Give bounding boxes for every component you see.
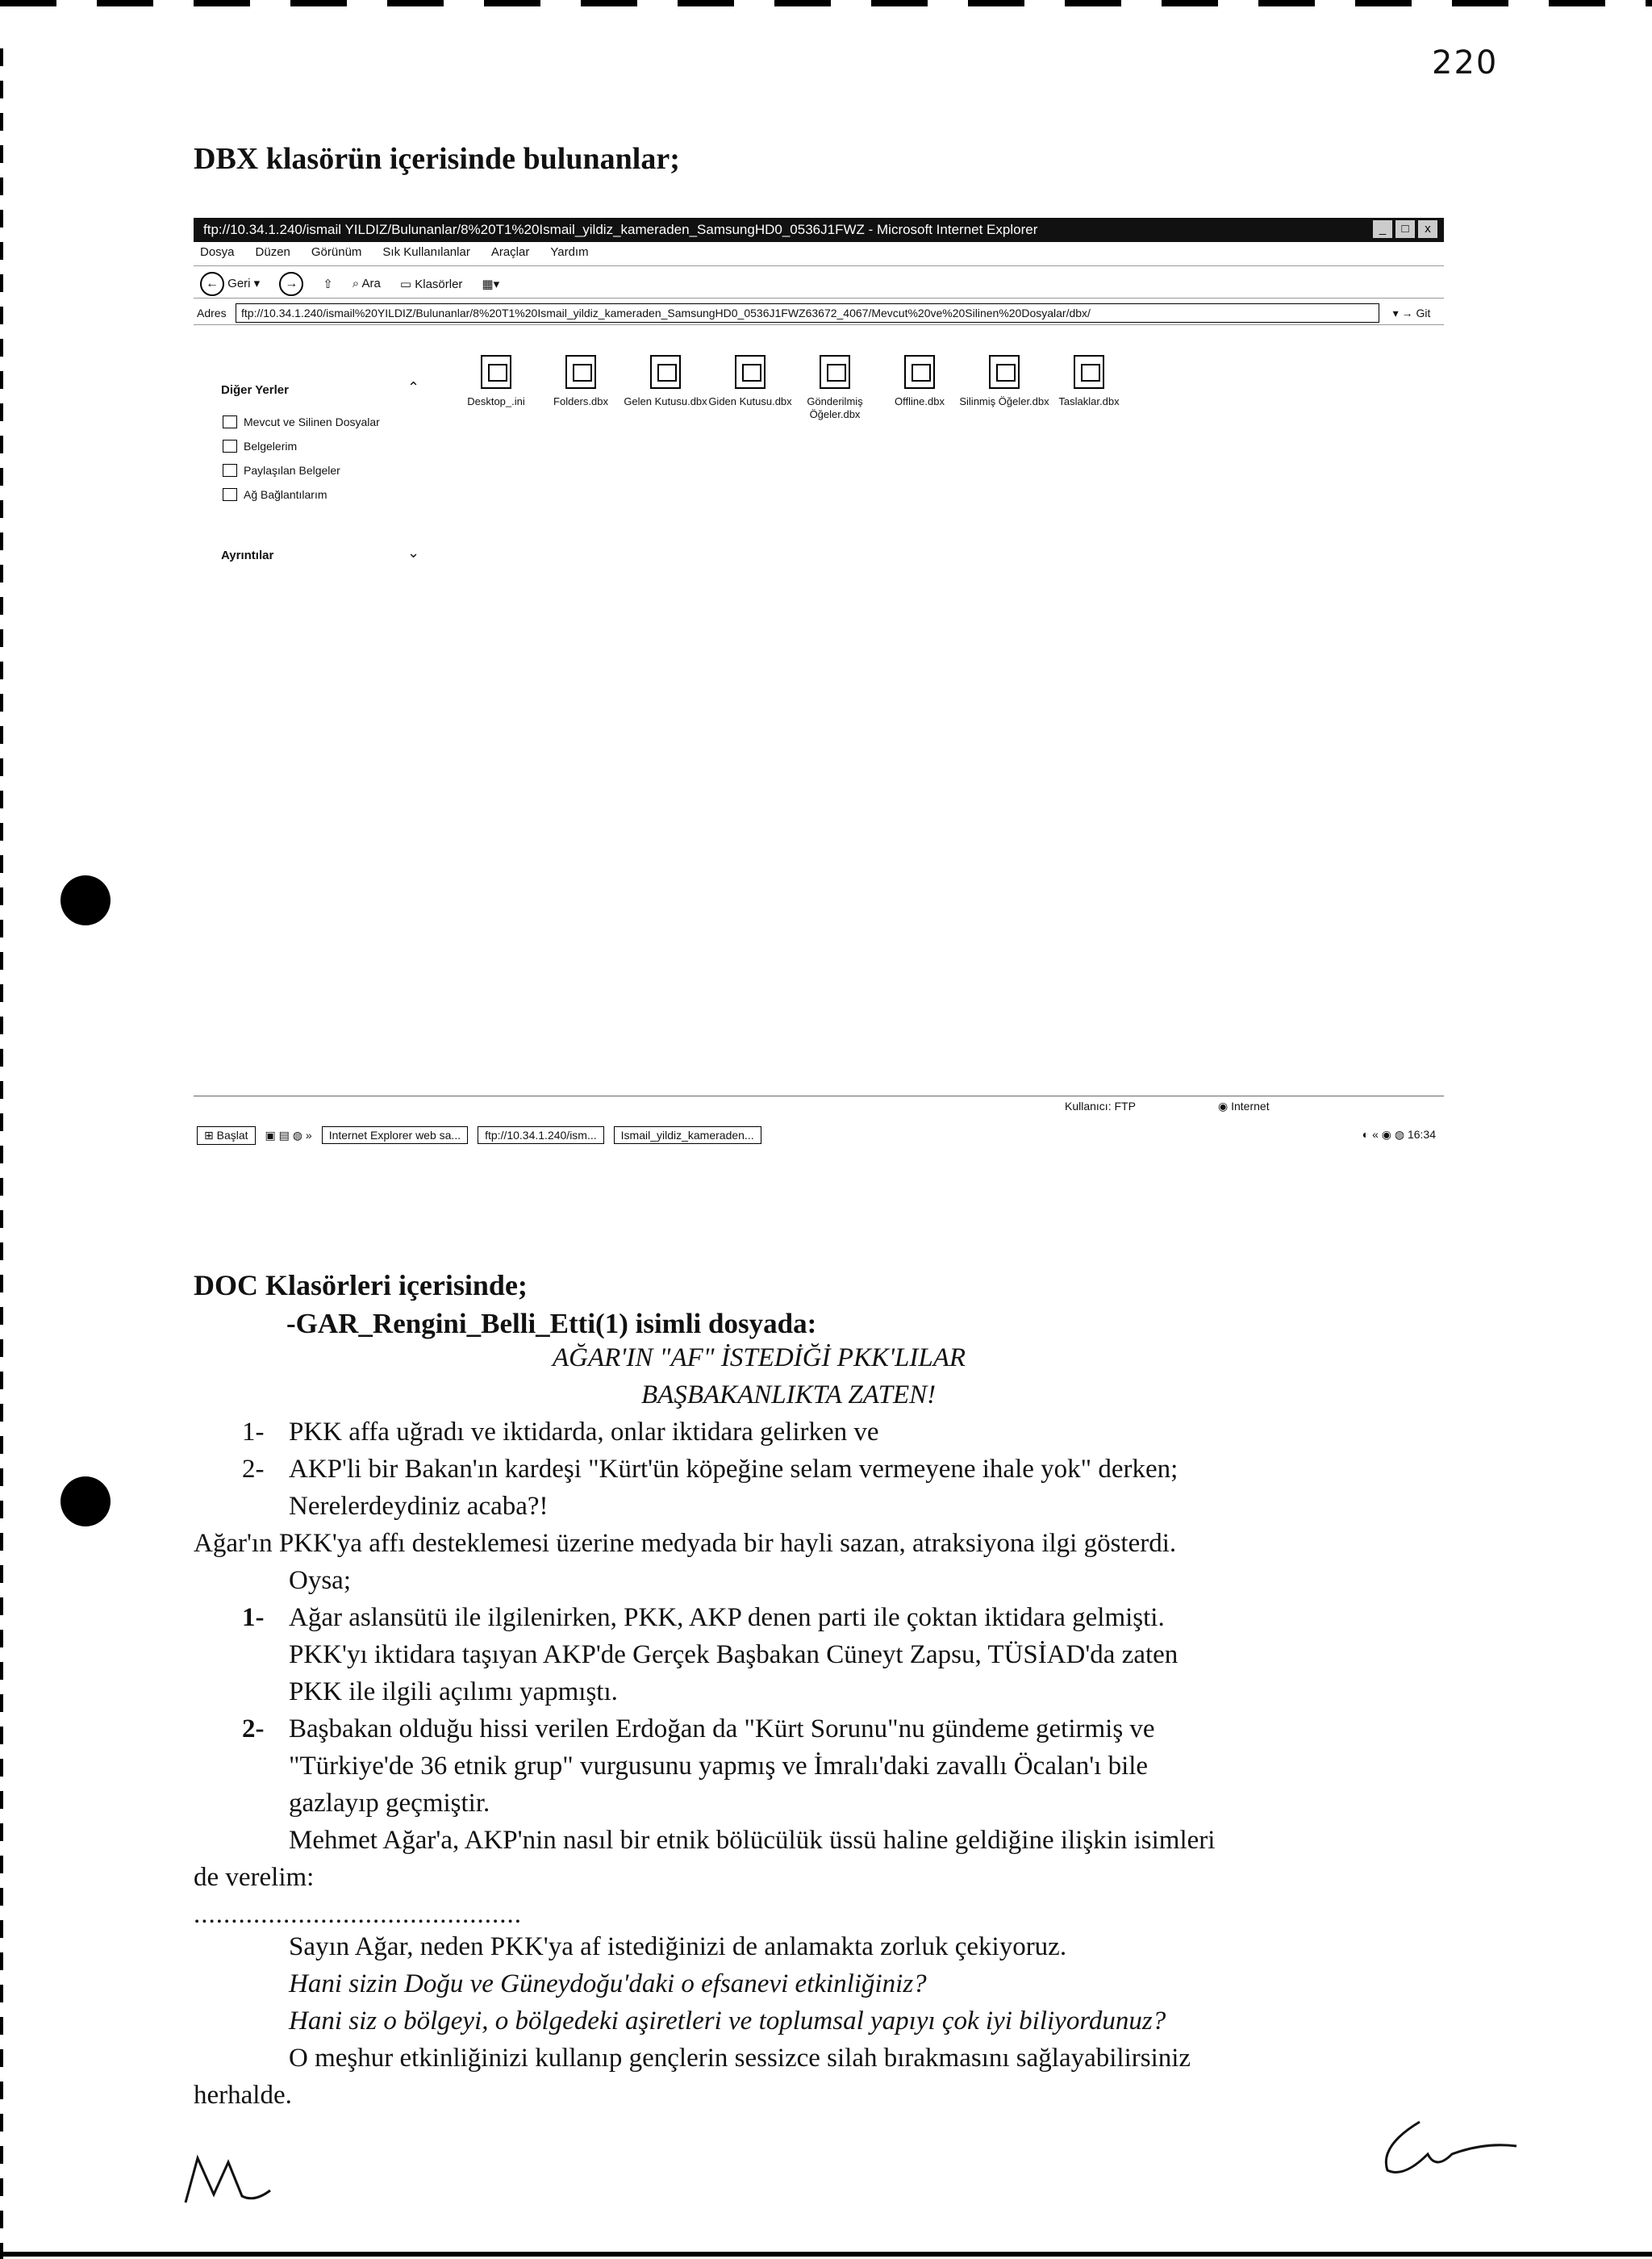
list-item-continued: PKK'yı iktidara taşıyan AKP'de Gerçek Başbakan Cüneyt Zapsu, TÜSİAD'da zaten — [289, 1640, 1179, 1669]
file-icon — [565, 355, 596, 389]
list-item-continued: PKK ile ilgili açılımı yapmıştı. — [289, 1677, 618, 1706]
file-item[interactable]: Offline.dbx — [871, 355, 968, 408]
menu-tools[interactable]: Araçlar — [490, 245, 530, 259]
bottom-border — [0, 2252, 1652, 2257]
task-button[interactable]: Internet Explorer web sa... — [322, 1126, 468, 1144]
menu-help[interactable]: Yardım — [550, 245, 589, 259]
file-icon — [1074, 355, 1104, 389]
start-button[interactable]: ⊞ Başlat — [197, 1126, 256, 1145]
network-icon — [223, 488, 237, 501]
paragraph: Sayın Ağar, neden PKK'ya af istediğinizi de anlamakta zorluk çekiyoruz. — [289, 1932, 1067, 1961]
paragraph: O meşhur etkinliğinizi kullanıp gençlerin sessizce silah bırakmasını sağlayabilirsiniz — [289, 2044, 1191, 2073]
list-number: 2- — [242, 1455, 265, 1484]
other-places-title: Diğer Yerler — [221, 383, 289, 397]
paragraph: Ağar'ın PKK'ya affı desteklemesi üzerine medyada bir hayli sazan, atraksiyona ilgi gösterdi. — [194, 1529, 1177, 1558]
sidebar-item-files[interactable]: Mevcut ve Silinen Dosyalar — [223, 415, 380, 428]
task-button[interactable]: ftp://10.34.1.240/ism... — [478, 1126, 604, 1144]
close-icon[interactable]: x — [1418, 220, 1437, 238]
go-button[interactable]: ▾ → Git — [1392, 306, 1431, 319]
file-icon — [650, 355, 681, 389]
list-item-continued: "Türkiye'de 36 etnik grup" vurgusunu yapmış ve İmralı'daki zavallı Öcalan'ı bile — [289, 1752, 1149, 1781]
list-item: AKP'li bir Bakan'ın kardeşi "Kürt'ün köpeğine selam vermeyene ihale yok" derken; — [289, 1455, 1179, 1484]
maximize-icon[interactable]: □ — [1395, 220, 1415, 238]
menu-edit[interactable]: Düzen — [255, 245, 290, 259]
window-title: ftp://10.34.1.240/ismail YILDIZ/Bulunanlar/8%20T1%20Ismail_yildiz_kameraden_SamsungHD0_0536J1FWZ - Microsoft Internet Explorer _ □ x — [194, 218, 1444, 242]
paragraph: Oysa; — [289, 1566, 351, 1595]
file-icon — [735, 355, 766, 389]
left-border — [0, 48, 3, 2259]
signature-right — [1371, 2114, 1525, 2186]
punch-hole-bottom — [60, 1476, 111, 1526]
minimize-icon[interactable]: _ — [1373, 220, 1392, 238]
folders-button[interactable]: ▭ Klasörler — [399, 277, 463, 291]
file-item[interactable]: Taslaklar.dbx — [1041, 355, 1137, 408]
page-number: 220 — [1432, 44, 1499, 81]
address-label: Adres — [197, 307, 227, 319]
file-item[interactable]: Folders.dbx — [532, 355, 629, 408]
details-title: Ayrıntılar — [221, 549, 274, 562]
collapse-icon[interactable]: ⌃ — [407, 379, 420, 395]
dbx-heading: DBX klasörün içerisinde bulunanlar; — [194, 142, 680, 176]
sidebar-item-network[interactable]: Ağ Bağlantılarım — [223, 488, 327, 501]
file-icon — [481, 355, 511, 389]
explorer-screenshot — [194, 218, 1444, 1166]
taskbar — [194, 1121, 1444, 1149]
article-title-line2: BAŞBAKANLIKTA ZATEN! — [641, 1380, 937, 1409]
sidebar-item-documents[interactable]: Belgelerim — [223, 440, 297, 453]
list-number: 2- — [242, 1714, 265, 1743]
folder-icon — [223, 415, 237, 428]
address-input[interactable]: ftp://10.34.1.240/ismail%20YILDIZ/Bulunanlar/8%20T1%20Ismail_yildiz_kameraden_SamsungHD0_0536J1FWZ63672_4067/Mevcut%20ve%20Silinen%20Dosyalar/dbx/ — [236, 303, 1379, 323]
file-item[interactable]: Gönderilmiş Öğeler.dbx — [786, 355, 883, 421]
file-item[interactable]: Silinmiş Öğeler.dbx — [956, 355, 1053, 408]
paragraph: de verelim: — [194, 1863, 315, 1892]
file-icon — [904, 355, 935, 389]
menu-bar — [194, 245, 1444, 266]
file-icon — [820, 355, 850, 389]
doc-heading: DOC Klasörleri içerisinde; — [194, 1269, 528, 1301]
paragraph: herhalde. — [194, 2081, 292, 2110]
back-button[interactable]: ← Geri ▾ — [200, 272, 260, 296]
list-item: Ağar aslansütü ile ilgilenirken, PKK, AKP denen parti ile çoktan iktidara gelmişti. — [289, 1603, 1165, 1632]
menu-file[interactable]: Dosya — [200, 245, 235, 259]
paragraph: Hani sizin Doğu ve Güneydoğu'daki o efsanevi etkinliğiniz? — [289, 1969, 927, 1998]
views-icon[interactable]: ▦▾ — [482, 277, 500, 291]
list-item-continued: gazlayıp geçmiştir. — [289, 1789, 490, 1818]
menu-view[interactable]: Görünüm — [311, 245, 362, 259]
forward-icon[interactable]: → — [279, 272, 303, 296]
clock: 16:34 — [1407, 1128, 1436, 1141]
signature-left — [181, 2146, 286, 2211]
file-item[interactable]: Giden Kutusu.dbx — [702, 355, 799, 408]
expand-icon[interactable]: ⌄ — [407, 545, 420, 561]
task-button[interactable]: Ismail_yildiz_kameraden... — [614, 1126, 761, 1144]
up-icon[interactable]: ⇧ — [323, 277, 333, 291]
toolbar — [194, 269, 1444, 299]
file-icon — [989, 355, 1020, 389]
paragraph: Mehmet Ağar'a, AKP'nin nasıl bir etnik bölücülük üssü haline geldiğine ilişkin isimleri — [289, 1826, 1216, 1855]
folder-icon — [223, 464, 237, 477]
dotted-line: ............................................ — [194, 1900, 522, 1929]
list-number: 1- — [242, 1603, 265, 1632]
status-zone: ◉ Internet — [1218, 1100, 1270, 1113]
punch-hole-top — [60, 875, 111, 925]
folder-icon — [223, 440, 237, 453]
quicklaunch-icons[interactable]: ▣ ▤ ◍ » — [265, 1128, 312, 1142]
paragraph: Hani siz o bölgeyi, o bölgedeki aşiretleri ve toplumsal yapıyı çok iyi biliyordunuz? — [289, 2006, 1166, 2036]
menu-favorites[interactable]: Sık Kullanılanlar — [382, 245, 470, 259]
search-button[interactable]: ⌕ Ara — [352, 277, 381, 290]
sidebar-item-shared[interactable]: Paylaşılan Belgeler — [223, 464, 340, 477]
back-icon: ← — [200, 272, 224, 296]
status-user: Kullanıcı: FTP — [1065, 1100, 1136, 1113]
article-title-line1: AĞAR'IN "AF" İSTEDİĞİ PKK'LILAR — [553, 1343, 966, 1372]
system-tray: ◐ « ◉ ◍ 16:34 — [1362, 1128, 1436, 1141]
address-bar — [194, 302, 1444, 325]
list-number: 1- — [242, 1418, 265, 1447]
doc-subheading: -GAR_Rengini_Belli_Etti(1) isimli dosyada: — [286, 1308, 817, 1339]
file-item[interactable]: Gelen Kutusu.dbx — [617, 355, 714, 408]
file-item[interactable]: Desktop_.ini — [448, 355, 544, 408]
top-border — [0, 0, 1652, 6]
status-bar — [194, 1096, 1444, 1117]
list-item-continued: Nerelerdeydiniz acaba?! — [289, 1492, 549, 1521]
list-item: Başbakan olduğu hissi verilen Erdoğan da "Kürt Sorunu"nu gündeme getirmiş ve — [289, 1714, 1155, 1743]
list-item: PKK affa uğradı ve iktidarda, onlar iktidara gelirken ve — [289, 1418, 879, 1447]
